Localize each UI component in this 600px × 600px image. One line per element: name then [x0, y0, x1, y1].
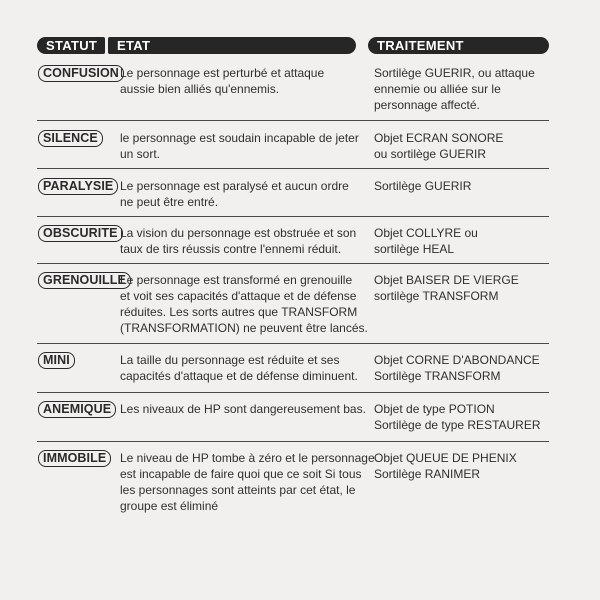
- treatment-line: Objet ECRAN SONORE: [374, 131, 504, 145]
- row-separator: [37, 168, 549, 169]
- treatment-line: Sortilège GUERIR: [374, 179, 472, 193]
- row-separator: [37, 263, 549, 264]
- row-separator: [37, 216, 549, 217]
- status-badge: OBSCURITE: [38, 225, 123, 242]
- row-separator: [37, 120, 549, 121]
- treatment-line: Objet de type POTION: [374, 402, 495, 416]
- status-badge: PARALYSIE: [38, 178, 118, 195]
- treatment-line: sortilège TRANSFORM: [374, 289, 499, 303]
- description-line: ne peut être entré.: [120, 195, 219, 209]
- treatment-line: Objet BAISER DE VIERGE: [374, 273, 519, 287]
- status-treatment: [374, 401, 554, 433]
- description-line: La taille du personnage est réduite et ses: [120, 353, 340, 367]
- treatment-line: Objet CORNE D'ABONDANCE: [374, 353, 540, 367]
- row-separator: [37, 343, 549, 344]
- description-line: réduites. Les sorts autres que TRANSFORM: [120, 305, 358, 319]
- status-treatment: [374, 450, 554, 482]
- row-separator: [37, 441, 549, 442]
- description-line: aussie bien alliés qu'ennemis.: [120, 82, 280, 96]
- status-badge: IMMOBILE: [38, 450, 111, 467]
- row-separator: [37, 392, 549, 393]
- description-line: Le personnage est perturbé et attaque: [120, 66, 325, 80]
- treatment-line: personnage affecté.: [374, 98, 480, 112]
- status-badge: CONFUSION: [38, 65, 124, 82]
- status-badge: SILENCE: [38, 130, 103, 147]
- description-line: capacités d'attaque et de défense diminuent.: [120, 369, 358, 383]
- description-line: (TRANSFORMATION) ne peuvent être lancés.: [120, 321, 368, 335]
- treatment-line: sortilège HEAL: [374, 242, 455, 256]
- status-description: [120, 178, 368, 210]
- header-statut: STATUT: [37, 37, 105, 54]
- treatment-line: Objet COLLYRE ou: [374, 226, 478, 240]
- description-line: Le niveau de HP tombe à zéro et le personnage: [120, 451, 375, 465]
- description-line: taux de tirs réussis contre l'ennemi réduit.: [120, 242, 342, 256]
- description-line: le personnage est soudain incapable de jeter: [120, 131, 359, 145]
- description-line: et voit ses capacités d'attaque et de défense: [120, 289, 357, 303]
- treatment-line: ennemie ou alliée sur le: [374, 82, 501, 96]
- header-traitement: TRAITEMENT: [368, 37, 549, 54]
- treatment-line: Sortilège RANIMER: [374, 467, 481, 481]
- treatment-line: Sortilège de type RESTAURER: [374, 418, 541, 432]
- treatment-line: ou sortilège GUERIR: [374, 147, 487, 161]
- status-badge: GRENOUILLE: [38, 272, 131, 289]
- status-description: [120, 130, 368, 162]
- description-line: un sort.: [120, 147, 161, 161]
- status-description: [120, 401, 368, 417]
- description-line: Le personnage est paralysé et aucun ordre: [120, 179, 349, 193]
- status-description: [120, 272, 368, 336]
- description-line: groupe est éliminé: [120, 499, 219, 513]
- header-etat: ETAT: [108, 37, 356, 54]
- status-treatment: [374, 65, 554, 113]
- status-description: [120, 450, 375, 514]
- status-badge: ANEMIQUE: [38, 401, 116, 418]
- description-line: est incapable de faire quoi que ce soit Si tous: [120, 467, 362, 481]
- status-treatment: [374, 225, 554, 257]
- status-treatment: [374, 178, 554, 194]
- status-treatment: [374, 272, 554, 304]
- description-line: Les niveaux de HP sont dangereusement bas.: [120, 402, 366, 416]
- status-description: [120, 65, 368, 97]
- status-description: [120, 225, 368, 257]
- status-description: [120, 352, 368, 384]
- status-badge: MINI: [38, 352, 75, 369]
- description-line: Le personnage est transformé en grenouille: [120, 273, 353, 287]
- description-line: les personnages sont atteints par cet état, le: [120, 483, 356, 497]
- treatment-line: Sortilège TRANSFORM: [374, 369, 501, 383]
- status-treatment: [374, 130, 554, 162]
- description-line: La vision du personnage est obstruée et son: [120, 226, 357, 240]
- treatment-line: Objet QUEUE DE PHENIX: [374, 451, 517, 465]
- treatment-line: Sortilège GUERIR, ou attaque: [374, 66, 535, 80]
- status-treatment: [374, 352, 554, 384]
